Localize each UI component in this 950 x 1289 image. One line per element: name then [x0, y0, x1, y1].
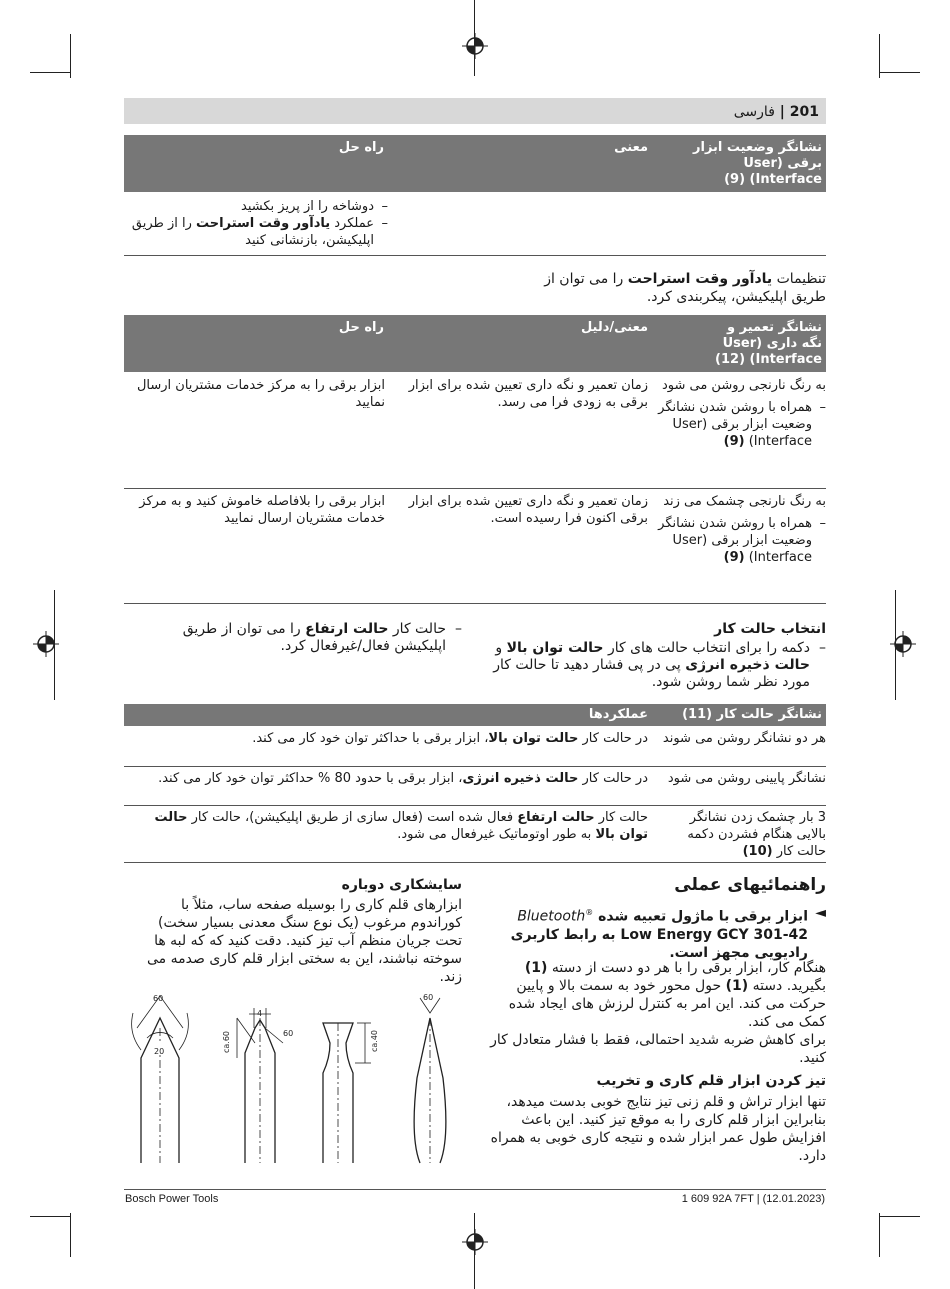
chisel-sharpening-figure — [125, 988, 465, 1168]
crop-mark — [30, 1216, 70, 1217]
mode-selection-bullet: – دکمه را برای انتخاب حالت های کار حالت توان بالا و حالت ذخیره انرژی پی در پی فشار دهید تا حالت کار مورد نظر شما روشن شود. — [493, 640, 826, 690]
table1-header-indicator: نشانگر وضعیت ابزار برقی (User Interface) (9) — [693, 140, 822, 187]
figure-label: ca.60 — [222, 1030, 231, 1053]
table-rule — [124, 488, 826, 489]
sharpening-text: تنها ابزار تراش و قلم زنی تیز نتایج خوبی بدست میدهد، بنابراین ابزار قلم کاری را به موقع تیز کنید. این باعث افزایش طول عمر ابزار شده و نتیجه کاری خوبی به همراه دارد. — [490, 1094, 826, 1164]
page-header-band — [124, 98, 826, 124]
table1-solution: – دوشاخه را از پریز بکشید – عملکرد یادآور وقت استراحت را از طریق اپلیکیشن، بازنشانی کنید — [131, 199, 388, 248]
rest-reminder-term: یادآور وقت استراحت — [196, 216, 331, 231]
impact-paragraph: برای کاهش ضربه شدید احتمالی، فقط با فشار متعادل کار کنید. — [490, 1032, 826, 1066]
table2-row1-indicator: به رنگ نارنجی روشن می شود – همراه با روشن شدن نشانگر وضعیت ابزار برقی (User Interface) (9) — [658, 378, 826, 449]
footer-document-id: 1 609 92A 7FT | (12.01.2023) — [681, 1193, 825, 1205]
crop-mark — [879, 1213, 880, 1257]
page-header: 201 | فارسی — [733, 104, 819, 120]
table2-header-solution: راه حل — [338, 320, 384, 335]
bluetooth-warning: ◄ ابزار برقی با ماژول تعبیه شده Bluetooth® Low Energy GCY 301-42 به رابط کاربری رادیویی مجهز است. — [510, 905, 826, 961]
table1-header-solution: راه حل — [338, 140, 384, 155]
table2-header-meaning: معنی/دلیل — [580, 320, 648, 335]
table2-header-indicator: نشانگر تعمیر و نگه داری (User Interface) (12) — [715, 320, 822, 367]
table-rule — [124, 255, 826, 256]
footer-brand: Bosch Power Tools — [125, 1193, 219, 1205]
crop-mark — [880, 72, 920, 73]
table3-header — [124, 704, 826, 726]
settings-note: تنظیمات یادآور وقت استراحت را می توان از طریق اپلیکیشن، پیکربندی کرد. — [544, 271, 826, 305]
table1-header-meaning: معنی — [614, 140, 648, 155]
crop-mark — [30, 72, 70, 73]
handle-paragraph: هنگام کار، ابزار برقی را با هر دو دست از دسته (1) بگیرید. دسته (1) حول محور خود به سمت بالا و پایین حرکت می کند. این امر به کنترل لرزش های ایجاد شده کمک می کند. — [508, 960, 826, 1030]
table-rule — [124, 805, 826, 806]
table1-header — [124, 135, 826, 192]
regrind-text: ابزارهای قلم کاری را بوسیله صفحه ساب، مثلاً با کوراندوم مرغوب (یک نوع سنگ معدنی بسیار سخت) تحت جریان منظم آب تیز کنید. دقت کنید که که لبه ها سوخته نباشند، این به سختی ابزار قلم کاری صدمه می زند. — [147, 897, 462, 985]
table2-row2-meaning: زمان تعمیر و نگه داری تعیین شده برای ابزار برقی اکنون فرا رسیده است. — [408, 494, 648, 526]
footer-rule — [124, 1189, 826, 1190]
table3-header-indicator: نشانگر حالت کار (11) — [682, 707, 822, 722]
figure-label: 60 — [423, 993, 434, 1002]
figure-label: 4 — [257, 1009, 263, 1018]
table-rule — [124, 862, 826, 863]
table-rule — [124, 603, 826, 604]
figure-label: 20 — [154, 1047, 165, 1056]
mode-selection-title: انتخاب حالت کار — [714, 621, 826, 637]
regrind-title: سایشکاری دوباره — [341, 877, 462, 893]
registration-target-icon — [33, 631, 59, 657]
bullet-arrow-icon: ◄ — [815, 905, 826, 921]
table2-header — [124, 315, 826, 372]
table2-row1-solution: ابزار برقی را به مرکز خدمات مشتریان ارسال نمایید — [136, 378, 385, 410]
table3-row2-indicator: نشانگر پایینی روشن می شود — [667, 771, 826, 786]
figure-label: 60 — [153, 994, 164, 1003]
registration-target-icon — [462, 1229, 488, 1255]
table2-row2-indicator: به رنگ نارنجی چشمک می زند – همراه با روشن شدن نشانگر وضعیت ابزار برقی (User Interface) (9) — [658, 494, 826, 565]
page-language: فارسی — [733, 104, 775, 120]
table3-header-functions: عملکردها — [588, 707, 648, 722]
practical-advice-title: راهنمائیهای عملی — [674, 875, 826, 895]
table3-row3-function: حالت کار حالت ارتفاع فعال شده است (فعال سازی از طریق اپلیکیشن)، حالت کار حالت توان بالا به طور اوتوماتیک غیرفعال می شود. — [154, 810, 648, 842]
table-rule — [124, 766, 826, 767]
registration-target-icon — [890, 631, 916, 657]
crop-mark — [70, 1213, 71, 1257]
table3-row2-function: در حالت کار حالت ذخیره انرژی، ابزار برقی با حدود 80 % حداکثر توان خود کار می کند. — [158, 771, 648, 786]
altitude-mode-note: – حالت کار حالت ارتفاع را می توان از طریق اپلیکیشن فعال/غیرفعال کرد. — [182, 621, 462, 654]
table3-row3-indicator: 3 بار چشمک زدن نشانگر بالایی هنگام فشردن دکمه حالت کار (10) — [687, 810, 826, 859]
table2-row2-solution: ابزار برقی را بلافاصله خاموش کنید و به مرکز خدمات مشتریان ارسال نمایید — [139, 494, 385, 526]
crop-mark — [880, 1216, 920, 1217]
crop-mark — [70, 34, 71, 78]
registration-target-icon — [462, 33, 488, 59]
table1-solution-1: دوشاخه را از پریز بکشید — [241, 199, 374, 214]
figure-label: 60 — [283, 1029, 294, 1038]
table2-row1-meaning: زمان تعمیر و نگه داری تعیین شده برای ابزار برقی به زودی فرا می رسد. — [408, 378, 648, 410]
sharpening-title: تیز کردن ابزار قلم کاری و تخریب — [596, 1073, 826, 1089]
figure-label: ca.40 — [370, 1029, 379, 1052]
page-number: 201 — [789, 104, 819, 120]
table3-row1-function: در حالت کار حالت توان بالا، ابزار برقی با حداکثر توان خود کار می کند. — [252, 731, 648, 746]
table3-row1-indicator: هر دو نشانگر روشن می شوند — [662, 731, 826, 746]
